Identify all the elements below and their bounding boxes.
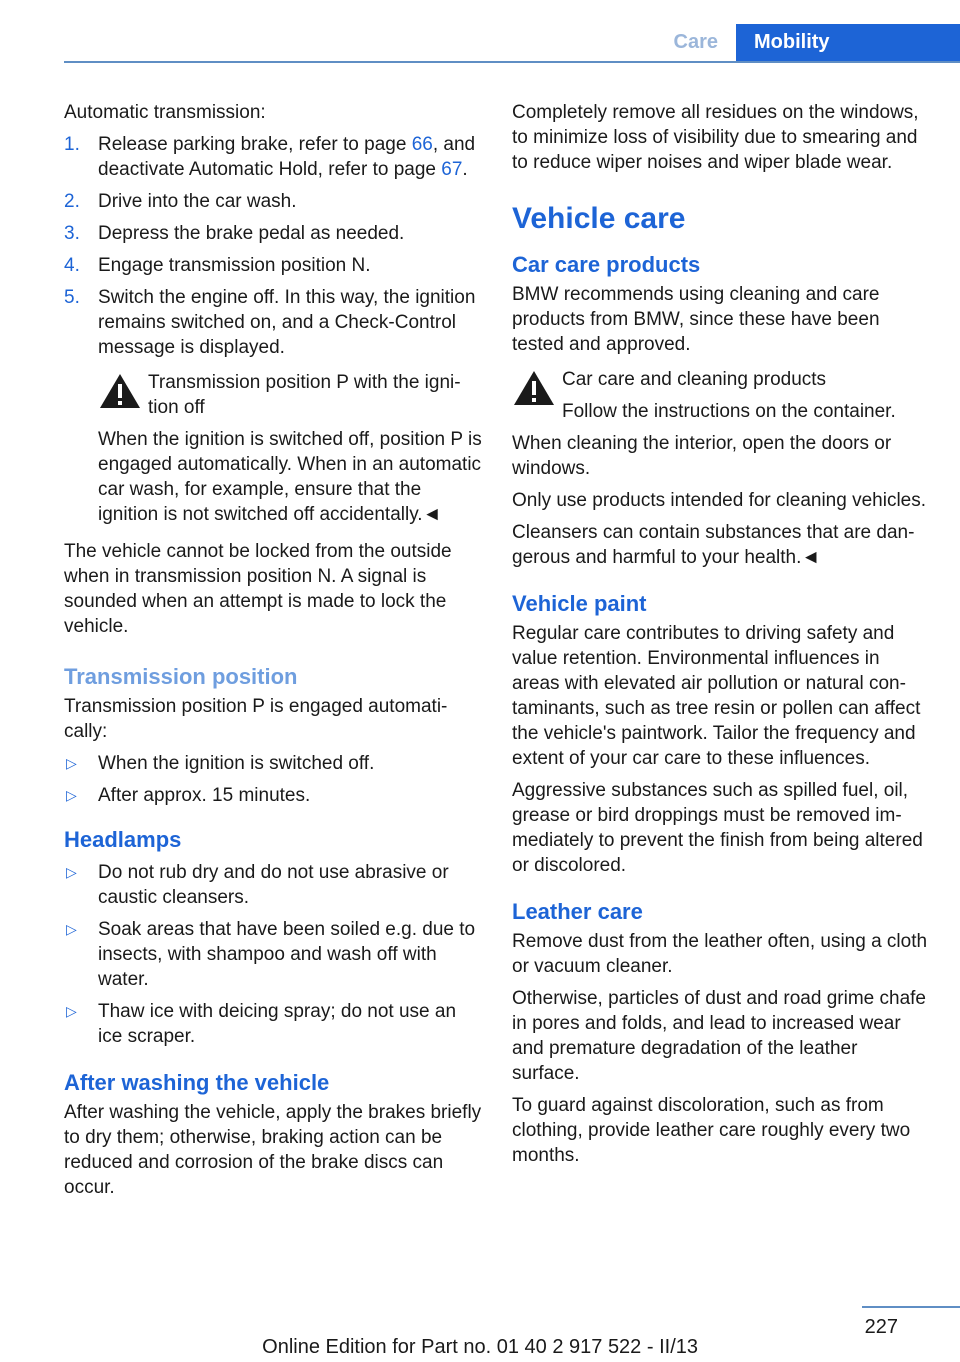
step-text: Switch the engine off. In this way, the ignition remains switched on, and a Check-Control message is displayed. [98,287,476,358]
heading-car-care-products: Car care products [512,252,701,277]
warning-title: Transmission position P with the ignition off [148,372,461,418]
list-text: Thaw ice with deicing spray; do not use an ice scraper. [98,1001,457,1047]
intro-text: Automatic transmission: [64,102,266,123]
tab-mobility[interactable]: Mobility [736,24,960,61]
left-column [64,100,482,1207]
step-number: 4. [64,255,80,276]
heading-after-wash: After washing the vehicle [64,1070,330,1095]
bullet-triangle-icon: ▷ [66,755,77,771]
step-number: 3. [64,223,80,244]
step-text: . [462,159,468,180]
warning-line: Follow the instructions on the container. [562,401,896,422]
aggressive-text: Aggressive substances such as spilled fuel, oil, grease or bird droppings must be removed immediately to prevent the finish from being altered or discolored. [512,780,923,876]
step-number: 5. [64,287,80,308]
list-text: Soak areas that have been soiled e.g. due to insects, with shampoo and wash off with water. [98,919,476,990]
only-use-text: Only use products intended for cleaning vehicles. [512,490,927,511]
list-item [64,751,482,776]
interior-text: When cleaning the interior, open the doors or windows. [512,433,892,479]
list-item [64,860,482,910]
list-text: Do not rub dry and do not use abrasive or caustic cleansers. [98,862,449,908]
right-column [512,100,930,1175]
list-text: After approx. 15 minutes. [98,785,311,806]
list-text: When the ignition is switched off. [98,753,375,774]
heading-vehicle-care: Vehicle care [512,202,686,235]
list-item [64,917,482,992]
leather-text-2: Otherwise, particles of dust and road grime chafe in pores and folds, and lead to increased wear and premature degradation of the leather surface. [512,988,926,1084]
warning-body: When the ignition is switched off, position P is engaged automatically. When in an automatic car wash, for example, ensure that the ignition is not switched off accidentally.◄ [98,429,482,525]
list-item [64,999,482,1049]
products-text: BMW recommends using cleaning and care products from BMW, since these have been tested and approved. [512,284,880,355]
warning-icon [98,372,142,410]
header-rule [64,61,960,63]
warning-icon [512,369,556,407]
step-number: 1. [64,134,80,155]
list-item [64,132,482,182]
step-number: 2. [64,191,80,212]
bullet-triangle-icon: ▷ [66,921,77,937]
list-item [64,253,482,278]
page-link[interactable]: 66 [411,134,433,155]
warning-block [98,370,482,420]
heading-vehicle-paint: Vehicle paint [512,591,647,616]
paint-text: Regular care contributes to driving safety and value retention. Environmental influences in areas with elevated air pollution or natural contaminants, such as tree resin or pollen can affect the vehicle's paintwork. Tailor the frequency and extent of your car care to these influences. [512,623,921,769]
bullet-triangle-icon: ▷ [66,1003,77,1019]
leather-text: Remove dust from the leather often, using a cloth or vacuum cleaner. [512,931,928,977]
transmission-list [64,751,482,808]
locked-text: The vehicle cannot be locked from the outside when in transmission position N. A signal is sounded when an attempt is made to lock the vehicle. [64,541,452,637]
warning-block [512,367,930,424]
bullet-triangle-icon: ▷ [66,864,77,880]
cleansers-text: Cleansers can contain substances that are dangerous and harmful to your health.◄ [512,522,915,568]
step-text: Release parking brake, refer to page [98,134,412,155]
step-text: , and deactivate Automatic Hold, refer to page [98,134,476,180]
step-text: Depress the brake pedal as needed. [98,223,405,244]
page-number: 227 [864,1316,898,1338]
transmission-intro: Transmission position P is engaged automatically: [64,696,448,742]
heading-headlamps: Headlamps [64,827,182,852]
list-item [64,783,482,808]
step-list [64,132,482,527]
leather-text-3: To guard against discoloration, such as from clothing, provide leather care roughly every two months. [512,1095,911,1166]
step-text: Drive into the car wash. [98,191,297,212]
after-wash-text: After washing the vehicle, apply the brakes briefly to dry them; otherwise, braking action can be reduced and corrosion of the brake discs can occur. [64,1102,482,1198]
list-item [64,189,482,214]
edition-text: Online Edition for Part no. 01 40 2 917 522 - II/13 [262,1336,698,1358]
warning-title: Car care and cleaning products [562,369,827,390]
residues-text: Completely remove all residues on the windows, to minimize loss of visibility due to smearing and to reduce wiper noises and wiper blade wear. [512,102,919,173]
heading-transmission: Transmission position [64,664,298,689]
list-item [64,285,482,527]
tab-care[interactable]: Care [673,31,718,53]
footer-rule [862,1306,960,1308]
heading-leather-care: Leather care [512,899,643,924]
list-item [64,221,482,246]
page-link[interactable]: 67 [441,159,463,180]
headlamp-list [64,860,482,1049]
step-text: Engage transmission position N. [98,255,371,276]
bullet-triangle-icon: ▷ [66,787,77,803]
